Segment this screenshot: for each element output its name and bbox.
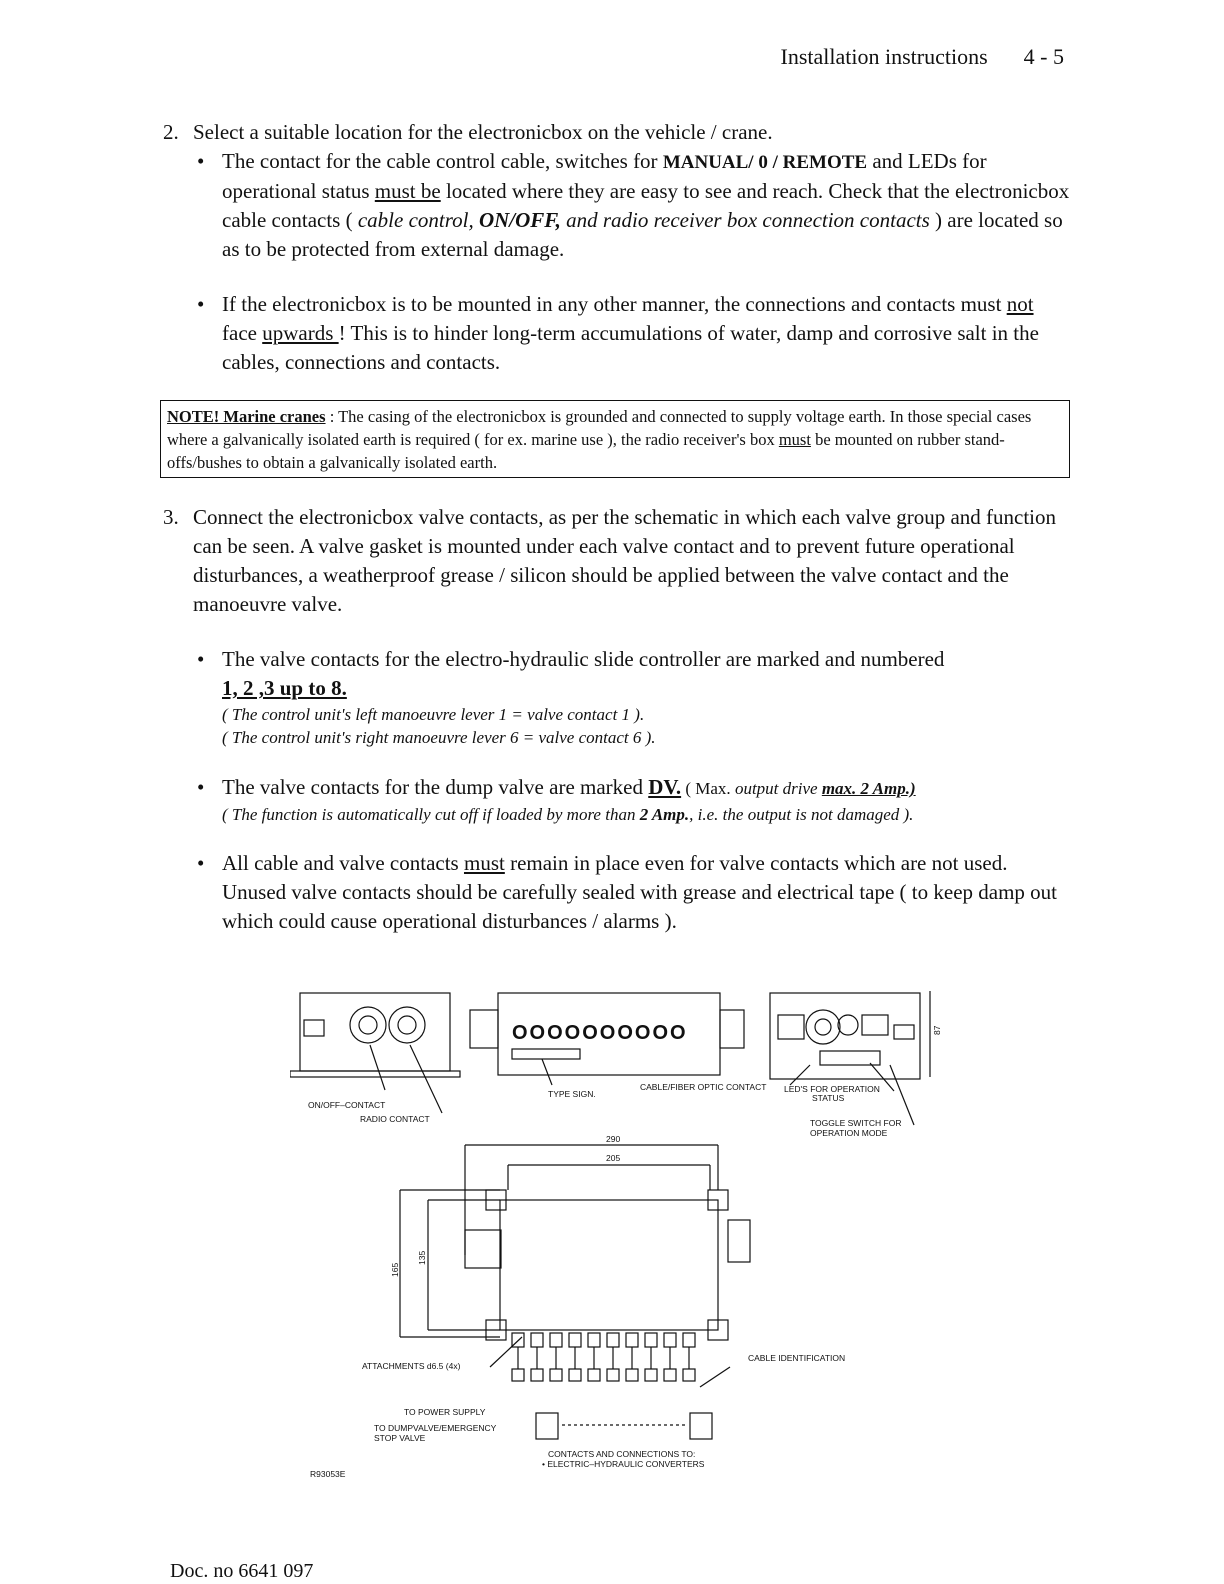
valve-connector <box>683 1333 695 1347</box>
bullet-icon: • <box>197 775 205 799</box>
label-toggle-b: OPERATION MODE <box>810 1128 888 1138</box>
label-power: TO POWER SUPPLY <box>404 1407 486 1417</box>
label-cable-id: CABLE IDENTIFICATION <box>748 1353 846 1363</box>
cable-id-tag <box>626 1369 638 1381</box>
bullet-icon: • <box>197 851 205 875</box>
page-number: 4 - 5 <box>1023 44 1064 69</box>
step-2-number: 2. <box>163 120 179 144</box>
step-2-bullet-2: If the electronicbox is to be mounted in any other manner, the connections and contacts must not face upwards ! This is to hinder long-term accumulations of water, damp and corrosive salt in the cables, connections and contacts. <box>222 292 1039 374</box>
cable-id-tag <box>607 1369 619 1381</box>
cable-id-tag <box>683 1369 695 1381</box>
valve-connector <box>626 1333 638 1347</box>
step-3-text: Connect the electronicbox valve contacts, as per the schematic in which each valve group and function can be seen. A valve gasket is mounted under each valve contact and to prevent future operational disturbances, a weatherproof grease / silicon should be applied between the valve contact and the manoeuvre valve. <box>193 505 1057 616</box>
label-onoff: ON/OFF–CONTACT <box>308 1100 386 1110</box>
dim-205: 205 <box>606 1153 621 1163</box>
step-3-bullet-3: All cable and valve contacts must remain in place even for valve contacts which are not used. Unused valve contacts should be carefully sealed with grease and electrical tape ( to keep damp out which could cause operational disturbances / alarms ). <box>222 851 1058 933</box>
bullet-icon: • <box>197 149 205 173</box>
side-view-right <box>770 991 930 1125</box>
step-3-number: 3. <box>163 505 179 529</box>
label-toggle-a: TOGGLE SWITCH FOR <box>810 1118 902 1128</box>
valve-connector-row <box>512 1333 695 1381</box>
cable-id-tag <box>550 1369 562 1381</box>
label-radio: RADIO CONTACT <box>360 1114 430 1124</box>
cable-id-tag <box>588 1369 600 1381</box>
label-attachments: ATTACHMENTS d6.5 (4x) <box>362 1361 461 1371</box>
dim-165: 165 <box>390 1262 400 1277</box>
valve-connector <box>550 1333 562 1347</box>
step-2-bullet-1: The contact for the cable control cable, switches for MANUAL/ 0 / REMOTE and LEDs for operational status must be located where they are easy to see and reach. Check that the electronicbox cable contacts ( cable control, ON/OFF, and radio receiver box connection contacts ) are located so as to be protected from external damage. <box>222 149 1070 261</box>
label-dump-b: STOP VALVE <box>374 1433 426 1443</box>
bullet-icon: • <box>197 647 205 671</box>
cable-id-tag <box>664 1369 676 1381</box>
dv-terminal <box>690 1413 712 1439</box>
dim-290: 290 <box>606 1134 621 1144</box>
bullet-icon: • <box>197 292 205 316</box>
cable-id-tag <box>512 1369 524 1381</box>
label-cable-fiber: CABLE/FIBER OPTIC CONTACT <box>640 1082 767 1092</box>
page-header <box>781 44 1064 70</box>
cable-id-tag <box>645 1369 657 1381</box>
section-title: Installation instructions <box>780 44 988 69</box>
dim-135: 135 <box>417 1250 427 1265</box>
valve-connector <box>664 1333 676 1347</box>
step-2-text: Select a suitable location for the electronicbox on the vehicle / crane. <box>193 120 773 144</box>
label-leds-a: LED'S FOR OPERATION <box>784 1084 880 1094</box>
label-dump-a: TO DUMPVALVE/EMERGENCY <box>374 1423 497 1433</box>
valve-connector <box>588 1333 600 1347</box>
label-contacts-a: CONTACTS AND CONNECTIONS TO: <box>548 1449 696 1459</box>
step-3-bullet-2: The valve contacts for the dump valve are marked DV. ( Max. output drive max. 2 Amp.) ( The function is automatically cut off if loaded by more than 2 Amp., i.e. the output is not damaged ). <box>222 775 916 824</box>
valve-connector <box>531 1333 543 1347</box>
valve-connector <box>607 1333 619 1347</box>
page-footer: Doc. no 6641 097 <box>170 1560 314 1582</box>
label-type-sign: TYPE SIGN. <box>548 1089 596 1099</box>
power-terminal <box>536 1413 558 1439</box>
dim-87: 87 <box>932 1025 942 1035</box>
label-contacts-b: • ELECTRIC–HYDRAULIC CONVERTERS <box>542 1459 705 1469</box>
valve-connector <box>569 1333 581 1347</box>
valve-connector <box>645 1333 657 1347</box>
step-3-bullet-1: The valve contacts for the electro-hydraulic slide controller are marked and numbered 1, 2 ,3 up to 8. ( The control unit's left manoeuvre lever 1 = valve contact 1 ). ( The control unit's right manoeuvre lever 6 = valve contact 6 ). <box>222 647 945 747</box>
marine-note-box: NOTE! Marine cranes : The casing of the electronicbox is grounded and connected to supply voltage earth. In those special cases where a galvanically isolated earth is required ( for ex. marine use ), the radio receiver's box must be mounted on rubber stand-offs/bushes to obtain a galvanically isolated earth. <box>160 400 1070 478</box>
top-view-body <box>400 1145 750 1340</box>
figure-reference: R93053E <box>310 1469 346 1479</box>
cable-id-tag <box>531 1369 543 1381</box>
side-view-left <box>290 993 460 1113</box>
led-display-text: OOOOOOOOOO <box>512 1022 688 1044</box>
label-leds-b: STATUS <box>812 1093 845 1103</box>
cable-id-tag <box>569 1369 581 1381</box>
electronicbox-drawing <box>290 985 970 1505</box>
